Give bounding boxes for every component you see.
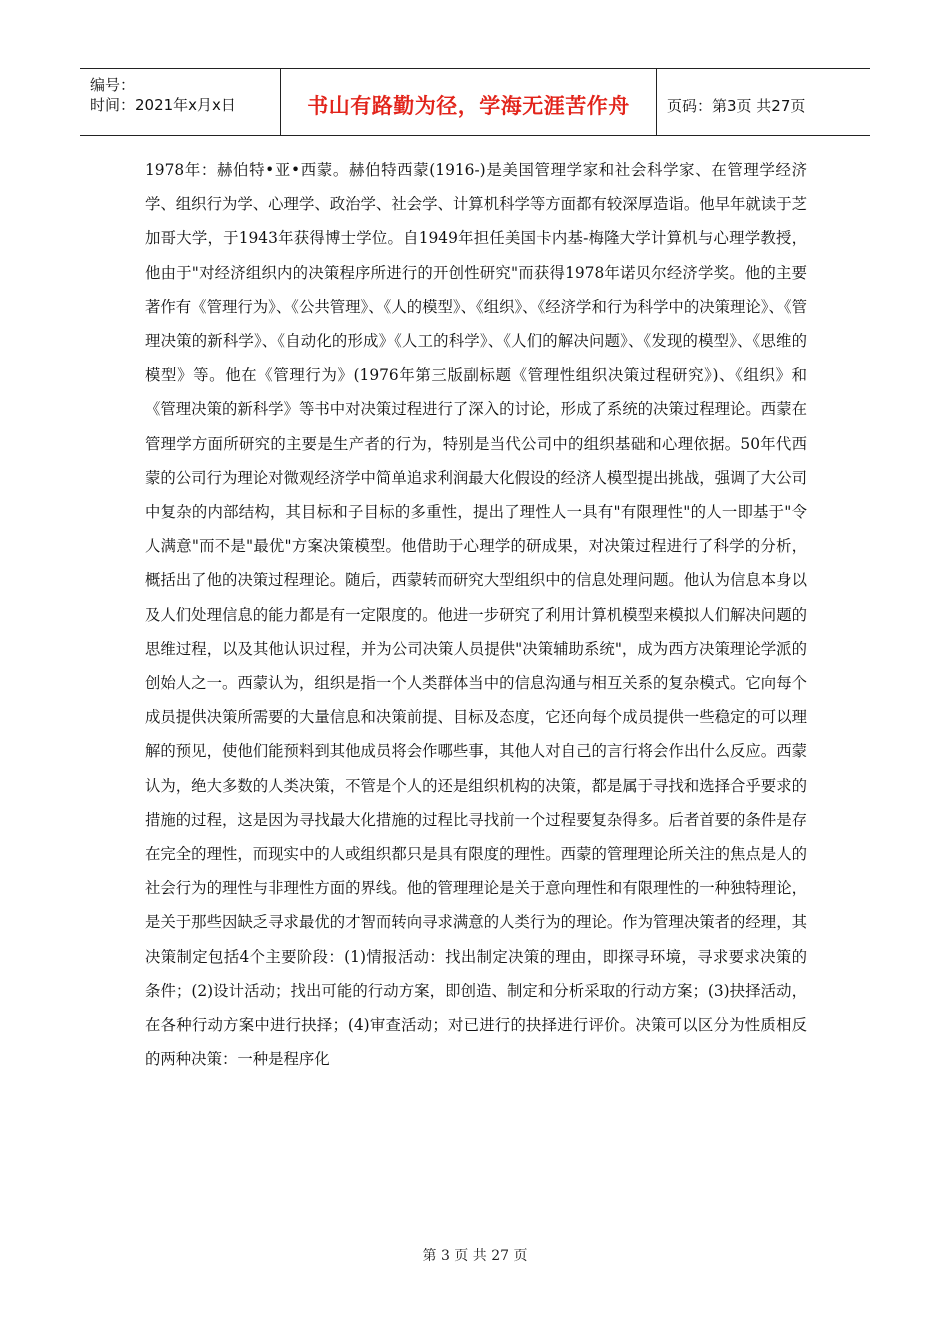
header-page-info: 页码：第3页 共27页 [667, 96, 806, 115]
page-footer: 第 3 页 共 27 页 [422, 1248, 528, 1264]
header-meta [80, 69, 281, 135]
document-body [145, 153, 807, 1076]
document-number-label: 编号： [90, 76, 136, 94]
page-header [80, 68, 870, 136]
header-motto-cell [281, 69, 657, 135]
document-date: 时间：2021年x月x日 [90, 96, 236, 114]
header-motto: 书山有路勤为径，学海无涯苦作舟 [307, 94, 630, 118]
body-paragraph: 1978年：赫伯特•亚•西蒙。赫伯特西蒙(1916-)是美国管理学家和社会科学家、在管理学经济学、组织行为学、心理学、政治学、社会学、计算机科学等方面都有较深厚造诣。他早年就读于芝加哥大学，于1943年获得博士学位。自1949年担任美国卡内基-梅隆大学计算机与心理学教授，他由于"对经济组织内的决策程序所进行的开创性研究"而获得1978年诺贝尔经济学奖。他的主要著作有《管理行为》、《公共管理》、《人的模型》、《组织》、《经济学和行为科学中的决策理论》、《管理决策的新科学》、《自动化的形成》《人工的科学》、《人们的解决问题》、《发现的模型》、《思维的模型》等。他在《管理行为》(1976年第三版副标题《管理性组织决策过程研究》)、《组织》和《管理决策的新科学》等书中对决策过程进行了深入的讨论，形成了系统的决策过程理论。西蒙在管理学方面所研究的主要是生产者的行为，特别是当代公司中的组织基础和心理依据。50年代西蒙的公司行为理论对微观经济学中简单追求利润最大化假设的经济人模型提出挑战，强调了大公司中复杂的内部结构，其目标和子目标的多重性，提出了理性人一具有"有限理性"的人一即基于"令人满意"而不是"最优"方案决策模型。他借助于心理学的研成果，对决策过程进行了科学的分析，概括出了他的决策过程理论。随后，西蒙转而研究大型组织中的信息处理问题。他认为信息本身以及人们处理信息的能力都是有一定限度的。他进一步研究了利用计算机模型来模拟人们解决问题的思维过程，以及其他认识过程，并为公司决策人员提供"决策辅助系统"，成为西方决策理论学派的创始人之一。西蒙认为，组织是指一个人类群体当中的信息沟通与相互关系的复杂模式。它向每个成员提供决策所需要的大量信息和决策前提、目标及态度，它还向每个成员提供一些稳定的可以理解的预见，使他们能预料到其他成员将会作哪些事，其他人对自己的言行将会作出什么反应。西蒙认为，绝大多数的人类决策，不管是个人的还是组织机构的决策，都是属于寻找和选择合乎要求的措施的过程，这是因为寻找最大化措施的过程比寻找前一个过程要复杂得多。后者首要的条件是存在完全的理性，而现实中的人或组织都只是具有限度的理性。西蒙的管理理论所关注的焦点是人的社会行为的理性与非理性方面的界线。他的管理理论是关于意向理性和有限理性的一种独特理论，是关于那些因缺乏寻求最优的才智而转向寻求满意的人类行为的理论。作为管理决策者的经理，其决策制定包括4个主要阶段：(1)情报活动：找出制定决策的理由，即探寻环境，寻求要求决策的条件；(2)设计活动；找出可能的行动方案，即创造、制定和分析采取的行动方案；(3)抉择活动，在各种行动方案中进行抉择；(4)审查活动；对已进行的抉择进行评价。决策可以区分为性质相反的两种决策：一种是程序化 [145, 161, 807, 1069]
